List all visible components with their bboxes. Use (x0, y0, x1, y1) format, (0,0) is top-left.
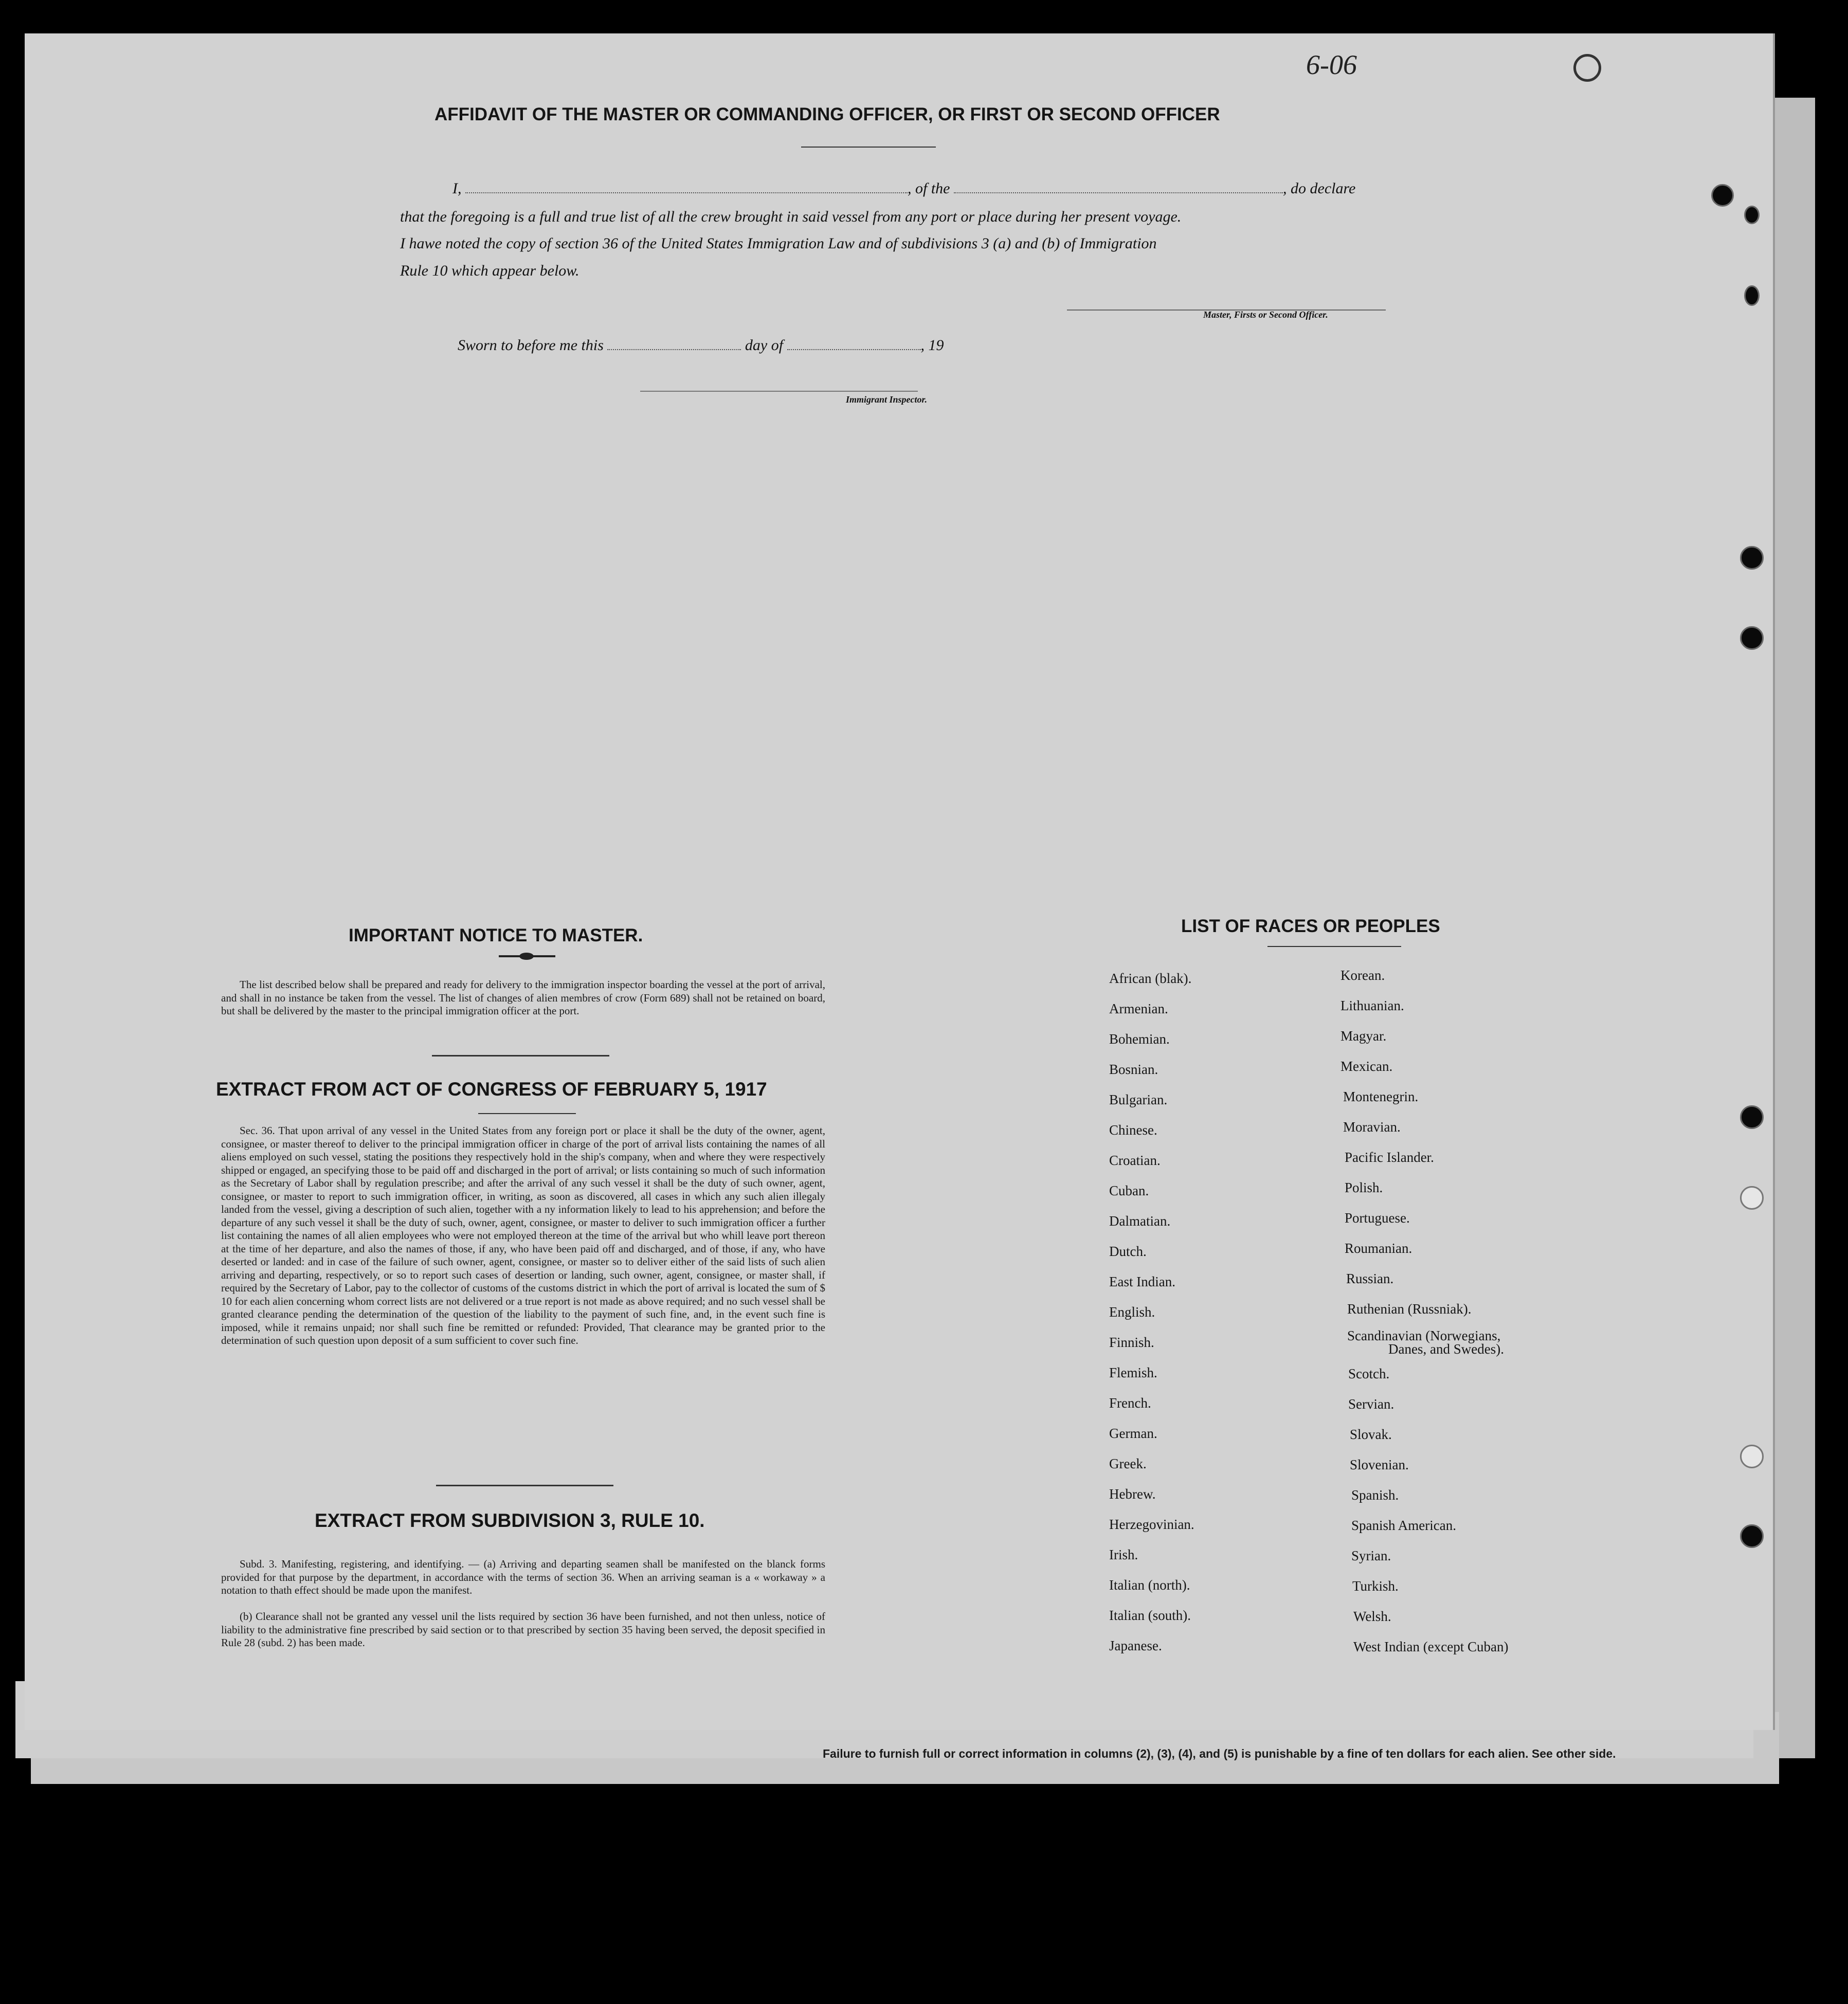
affidavit-line1 (452, 180, 1355, 197)
notice-title: IMPORTANT NOTICE TO MASTER. (349, 925, 643, 945)
punch-hole-icon (1740, 626, 1764, 650)
race-item: Russian. (1346, 1271, 1394, 1286)
race-item: Slovenian. (1350, 1457, 1409, 1472)
race-item: Armenian. (1109, 1001, 1168, 1016)
race-item: Japanese. (1109, 1638, 1162, 1653)
affidavit-i: I, (452, 180, 462, 197)
race-item: East Indian. (1109, 1274, 1175, 1289)
race-item: Chinese. (1109, 1122, 1157, 1138)
sworn-prefix: Sworn to before me this (458, 337, 604, 354)
corner-mark: 6-06 (1306, 49, 1357, 80)
sworn-year: , 19 (920, 337, 944, 354)
race-item: Magyar. (1340, 1028, 1387, 1044)
race-item: Polish. (1345, 1180, 1383, 1195)
extract-act-text: Sec. 36. That upon arrival of any vessel in the United States from any foreign port or place it shall be the duty of the owner, agent, consignee, or master thereof to deliver to the principal immigration officer in charge of the port of arrival lists containing the names of all aliens employed on such vessel, stating the positions they respectively hold in the ship's company, when and where they were respectively shipped or engaged, an specifying those to be paid off and discharged in the port of arrival; or lists containing so much of such information as the Secretary of Labor shall by regulation prescribe; and after the arrival of any such vessel it shall be the duty of such owner, agent, consignee, or master to report to such immigration officer, in writing, as soon as discovered, all cases in which any such alien illegaly landed from the vessel, giving a description of such alien, together with a ny information likely to lead to his apprehension; and before the departure of any such vessel it shall be the duty of such, owner, agent, consignee, or master to deliver to such immigration officer a further list containing the names of all alien employees who were not employed thereon at the time of the arrival but who whill leave port thereon at the time of her departure, and also the names of those, if any, who have been paid off and discharged, and of those, if any, who have deserted or landed: and in case of the failure of such owner, agent, consignee, or master so to deliver either of the said lists of such alien arriving and departing, respectively, or so to report such cases of desertion or landing, such owner, agent, consignee, or master shall, if required by the Secretary of Labor, pay to the collector of customs of the customs district in which the port of arrival is located the sum of $ 10 for each alien concerning whom correct lists are not delivered or a true report is not made as above required; and no such vessel shall be granted clearance pending the determination of the question of the liability to the payment of such fine, and, in the event such fine is imposed, while it remains unpaid; nor shall such fine be remitted or refunded: Provided, That clearance may be granted prior to the determination of such question upon deposit of a sum sufficient to cover such fine. (221, 1124, 825, 1346)
race-item: Korean. (1340, 968, 1385, 983)
races-title: LIST OF RACES OR PEOPLES (1181, 916, 1440, 936)
race-item: Irish. (1109, 1547, 1138, 1562)
race-item: Syrian. (1351, 1548, 1391, 1563)
punch-hole-icon (1711, 184, 1734, 207)
footer-note: Failure to furnish full or correct information in columns (2), (3), (4), and (5) is punishable by a fine of ten dollars for each alien. See other side. (823, 1747, 1616, 1760)
race-item: Pacific Islander. (1345, 1150, 1434, 1165)
race-item: Roumanian. (1345, 1241, 1412, 1256)
sworn-line (458, 337, 944, 354)
sworn-month-blank (787, 349, 921, 350)
race-item: Servian. (1348, 1396, 1394, 1412)
race-item: Herzegovinian. (1109, 1517, 1194, 1532)
race-item: Greek. (1109, 1456, 1147, 1471)
ornament-icon (519, 953, 534, 960)
race-item: Scandinavian (Norwegians, (1347, 1328, 1501, 1343)
race-item: Croatian. (1109, 1153, 1161, 1168)
extract-rule-text-a: Subd. 3. Manifesting, registering, and identifying. — (a) Arriving and departing seamen shall be manifested on the blanck forms provided for that purpose by the department, in accordance with the terms of section 36. When an arriving seaman is a « workaway » a notation to thath effect should be made upon the manifest. (221, 1558, 825, 1596)
affidavit-line4: Rule 10 which appear below. (400, 262, 579, 279)
race-item: Hebrew. (1109, 1486, 1156, 1502)
race-item: Dutch. (1109, 1244, 1147, 1259)
affidavit-title-rule (801, 147, 936, 148)
punch-hole-icon (1740, 546, 1764, 570)
race-item: French. (1109, 1395, 1151, 1411)
sworn-day-of: day of (745, 337, 784, 354)
race-item: African (blak). (1109, 971, 1192, 986)
affidavit-title: AFFIDAVIT OF THE MASTER OR COMMANDING OFFICER, OR FIRST OR SECOND OFFICER (434, 104, 1220, 124)
name-blank (465, 192, 908, 193)
race-item: Welsh. (1353, 1609, 1391, 1624)
extract-rule-title: EXTRACT FROM SUBDIVISION 3, RULE 10. (315, 1510, 705, 1531)
inspector-caption: Immigrant Inspector. (846, 394, 928, 405)
race-item: Bohemian. (1109, 1031, 1170, 1047)
race-item: Spanish American. (1351, 1518, 1456, 1533)
race-item: Scotch. (1348, 1366, 1390, 1381)
punch-hole-icon (1744, 206, 1760, 224)
race-item: German. (1109, 1426, 1157, 1441)
notice-text: The list described below shall be prepared and ready for delivery to the immigration inspector boarding the vessel at the port of arrival, and shall in no instance be taken from the vessel. The list of changes of alien membres of crow (Form 689) shall not be retained on board, but shall be delivered by the master to the principal immigration officer at the port. (221, 978, 825, 1017)
affidavit-line3: I hawe noted the copy of section 36 of the United States Immigration Law and of subdivisions 3 (a) and (b) of Immigration (400, 235, 1157, 252)
document-page (25, 33, 1775, 1730)
race-item: Montenegrin. (1343, 1089, 1419, 1104)
corner-stamp-icon (1573, 54, 1601, 82)
race-item: Bulgarian. (1109, 1092, 1168, 1107)
punch-hole-icon (1740, 1524, 1764, 1548)
affidavit-declare: , do declare (1283, 180, 1356, 197)
punch-hole-icon (1740, 1445, 1764, 1468)
race-item: Dalmatian. (1109, 1213, 1171, 1229)
punch-hole-icon (1740, 1105, 1764, 1129)
section-rule (432, 1055, 609, 1056)
race-item: Finnish. (1109, 1335, 1154, 1350)
race-item: Mexican. (1340, 1059, 1393, 1074)
punch-hole-icon (1740, 1186, 1764, 1210)
punch-hole-icon (1744, 285, 1760, 306)
race-item: Turkish. (1352, 1578, 1399, 1594)
race-item: Slovak. (1350, 1427, 1392, 1442)
extract-act-rule (478, 1113, 576, 1114)
race-item: Moravian. (1343, 1119, 1401, 1135)
race-item: English. (1109, 1304, 1155, 1320)
race-item: Bosnian. (1109, 1062, 1158, 1077)
affidavit-of-the: , of the (908, 180, 950, 197)
inspector-line (640, 391, 918, 392)
race-item: Cuban. (1109, 1183, 1149, 1198)
section-rule-2 (436, 1485, 613, 1486)
race-item-continuation: Danes, and Swedes). (1388, 1341, 1504, 1357)
race-item: Spanish. (1351, 1487, 1399, 1503)
race-item: Italian (south). (1109, 1608, 1191, 1623)
sworn-day-blank (607, 349, 741, 350)
race-item: Portuguese. (1345, 1210, 1410, 1226)
extract-rule-text-b: (b) Clearance shall not be granted any vessel unil the lists required by section 36 have been furnished, and not then unless, notice of liability to the administrative fine prescribed by said section or to that prescribed by section 35 having been served, the deposit specified in Rule 28 (subd. 2) has been made. (221, 1610, 825, 1649)
vessel-blank (954, 192, 1283, 193)
race-item: Flemish. (1109, 1365, 1157, 1380)
race-item: Italian (north). (1109, 1577, 1190, 1593)
race-item: Lithuanian. (1340, 998, 1404, 1013)
extract-act-title: EXTRACT FROM ACT OF CONGRESS OF FEBRUARY 5, 1917 (216, 1079, 767, 1100)
signature-caption: Master, Firsts or Second Officer. (1203, 309, 1328, 320)
race-item: West Indian (except Cuban) (1353, 1639, 1509, 1654)
race-item: Ruthenian (Russniak). (1347, 1301, 1472, 1317)
races-title-rule (1267, 946, 1401, 947)
affidavit-line2: that the foregoing is a full and true list of all the crew brought in said vessel from any port or place during her present voyage. (400, 208, 1182, 225)
